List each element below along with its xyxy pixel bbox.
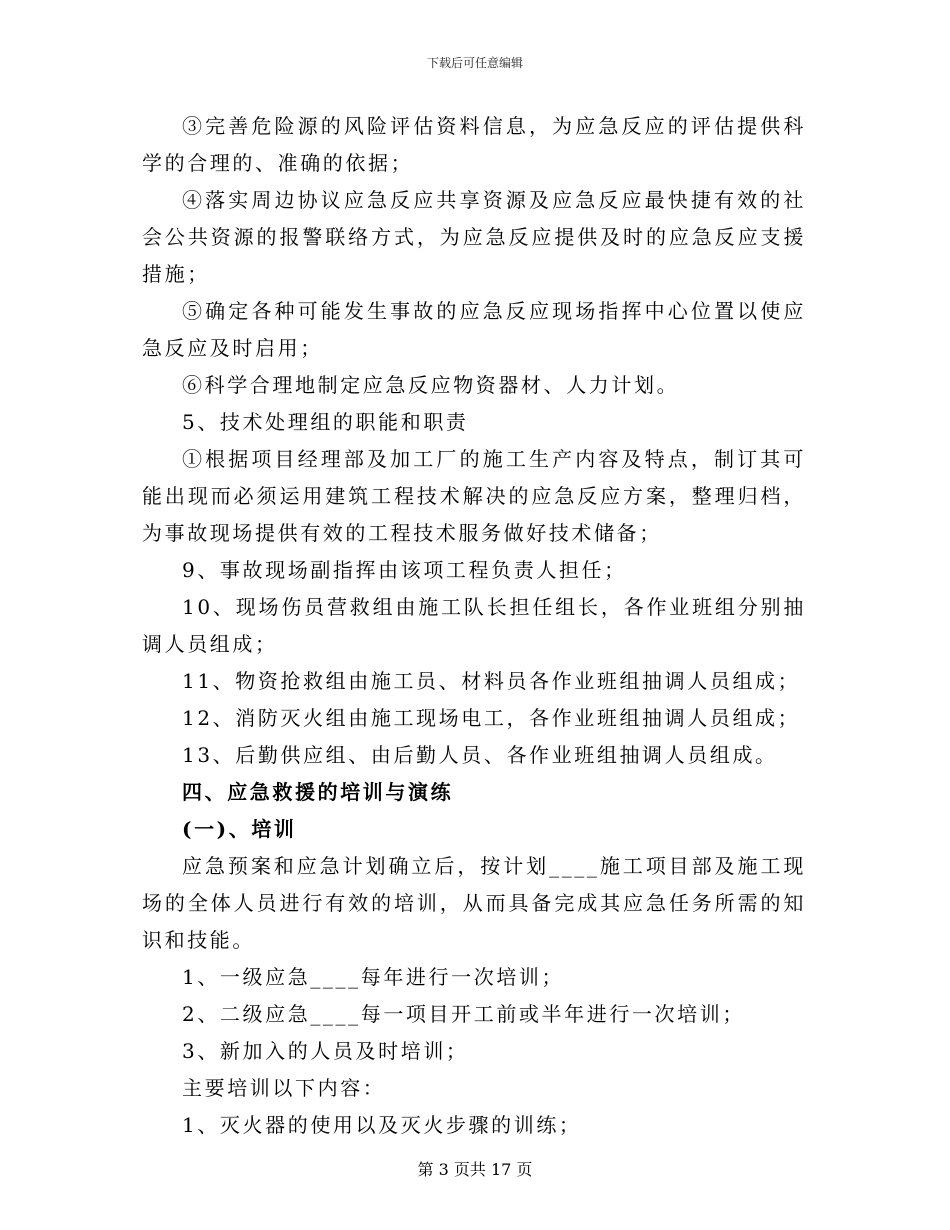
- paragraph: ①根据项目经理部及加工厂的施工生产内容及特点，制订其可能出现而必须运用建筑工程技术解决的应急反应方案，整理归档，为事故现场提供有效的工程技术服务做好技术储备；: [142, 447, 806, 545]
- list-item: 10、现场伤员营救组由施工队长担任组长，各作业班组分别抽调人员组成；: [142, 595, 806, 656]
- list-item: 1、灭火器的使用以及灭火步骤的训练；: [182, 1113, 582, 1137]
- list-item: 13、后勤供应组、由后勤人员、各作业班组抽调人员组成。: [182, 743, 778, 767]
- paragraph: ④落实周边协议应急反应共享资源及应急反应最快捷有效的社会公共资源的报警联络方式，为应急反应提供及时的应急反应支援措施；: [142, 188, 806, 286]
- header-note: 下载后可任意编辑: [426, 56, 523, 70]
- list-item: 2、二级应急____每一项目开工前或半年进行一次培训；: [182, 1002, 745, 1026]
- paragraph: ⑤确定各种可能发生事故的应急反应现场指挥中心位置以使应急反应及时启用；: [142, 299, 806, 360]
- list-item: 12、消防灭火组由施工现场电工，各作业班组抽调人员组成；: [182, 706, 801, 730]
- paragraph: ③完善危险源的风险评估资料信息，为应急反应的评估提供科学的合理的、准确的依据；: [142, 114, 806, 175]
- section-heading: 5、技术处理组的职能和职责: [182, 410, 469, 434]
- paragraph: 应急预案和应急计划确立后，按计划____施工项目部及施工现场的全体人员进行有效的培训，从而具备完成其应急任务所需的知识和技能。: [142, 854, 806, 952]
- list-item: 1、一级应急____每年进行一次培训；: [182, 965, 565, 989]
- list-item: 11、物资抢救组由施工员、材料员各作业班组抽调人员组成；: [182, 669, 801, 693]
- list-item: 9、事故现场副指挥由该项工程负责人担任；: [182, 558, 627, 582]
- document-body: [142, 108, 806, 1144]
- subsection-heading: (一)、培训: [182, 817, 297, 841]
- paragraph: 主要培训以下内容：: [182, 1076, 386, 1100]
- paragraph: ⑥科学合理地制定应急反应物资器材、人力计划。: [182, 373, 680, 397]
- list-item: 3、新加入的人员及时培训；: [182, 1039, 469, 1063]
- page-number: 第 3 页共 17 页: [417, 1160, 533, 1179]
- chapter-heading: 四、应急救援的培训与演练: [182, 780, 454, 804]
